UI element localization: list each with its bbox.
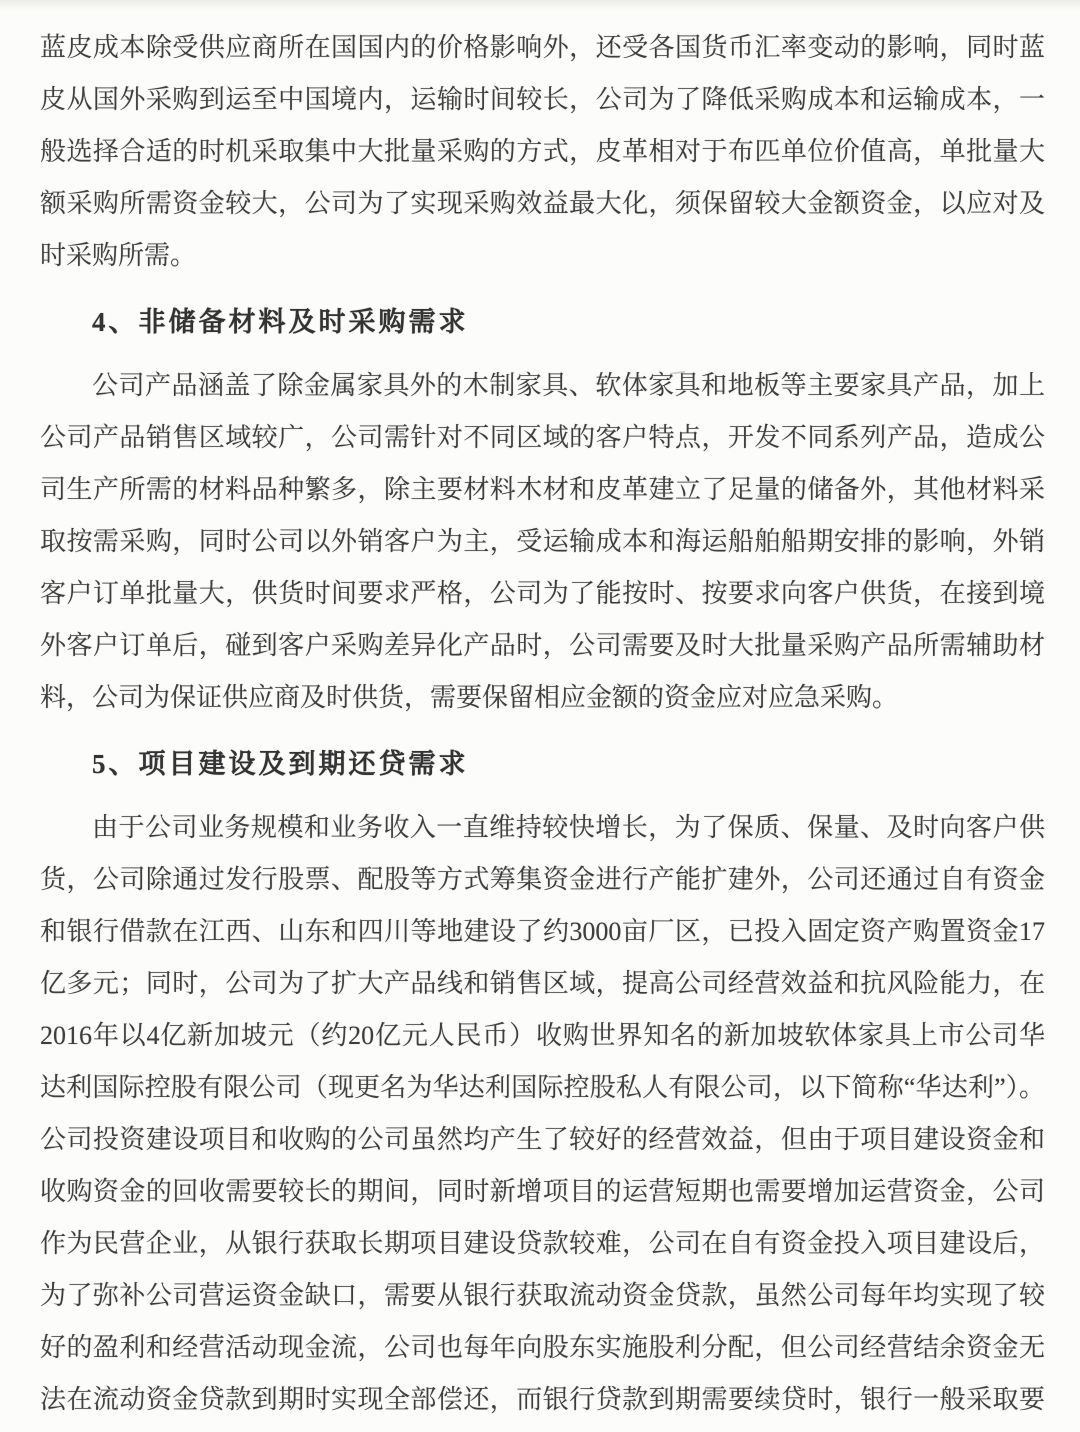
text-line: 由于公司业务规模和业务收入一直维持较快增长，为了保质、保量、及时向客户供 [92, 813, 1045, 842]
text-line: 额采购所需资金较大，公司为了实现采购效益最大化，须保留较大金额资金，以应对及 [40, 189, 1045, 218]
section-heading: 5、项目建设及到期还贷需求 [92, 749, 469, 779]
section-heading: 4、非储备材料及时采购需求 [92, 307, 469, 337]
text-line: 达利国际控股有限公司（现更名为华达利国际控股私人有限公司，以下简称“华达利”）。 [40, 1073, 1045, 1102]
text-line: 司生产所需的材料品种繁多，除主要材料木材和皮革建立了足量的储备外，其他材料采 [40, 475, 1045, 504]
document-body [40, 22, 1045, 1426]
text-line: 料，公司为保证供应商及时供货，需要保留相应金额的资金应对应急采购。 [40, 683, 899, 712]
text-line: 收购资金的回收需要较长的期间，同时新增项目的运营短期也需要增加运营资金，公司 [40, 1177, 1045, 1206]
text-line: 时采购所需。 [40, 241, 197, 270]
text-line: 取按需采购，同时公司以外销客户为主，受运输成本和海运船舶船期安排的影响，外销 [40, 527, 1045, 556]
text-line: 亿多元；同时，公司为了扩大产品线和销售区域，提高公司经营效益和抗风险能力，在 [40, 969, 1045, 998]
text-line: 好的盈利和经营活动现金流，公司也每年向股东实施股利分配，但公司经营结余资金无 [40, 1333, 1045, 1362]
text-line: 般选择合适的时机采取集中大批量采购的方式，皮革相对于布匹单位价值高，单批量大 [40, 137, 1045, 166]
text-line: 客户订单批量大，供货时间要求严格，公司为了能按时、按要求向客户供货，在接到境 [40, 579, 1045, 608]
text-line: 货，公司除通过发行股票、配股等方式筹集资金进行产能扩建外，公司还通过自有资金 [40, 865, 1045, 894]
text-line: 为了弥补公司营运资金缺口，需要从银行获取流动资金贷款，虽然公司每年均实现了较 [40, 1281, 1045, 1310]
text-line: 公司投资建设项目和收购的公司虽然均产生了较好的经营效益，但由于项目建设资金和 [40, 1125, 1045, 1154]
text-line: 法在流动资金贷款到期时实现全部偿还，而银行贷款到期需要续贷时，银行一般采取要 [40, 1385, 1045, 1414]
text-line: 公司产品销售区域较广，公司需针对不同区域的客户特点，开发不同系列产品，造成公 [40, 423, 1045, 452]
text-line: 蓝皮成本除受供应商所在国国内的价格影响外，还受各国货币汇率变动的影响，同时蓝 [40, 33, 1045, 62]
text-line: 和银行借款在江西、山东和四川等地建设了约3000亩厂区，已投入固定资产购置资金17 [40, 917, 1045, 946]
text-line: 公司产品涵盖了除金属家具外的木制家具、软体家具和地板等主要家具产品，加上 [92, 371, 1045, 400]
text-line: 2016年以4亿新加坡元（约20亿元人民币）收购世界知名的新加坡软体家具上市公司华 [40, 1021, 1045, 1050]
text-line: 皮从国外采购到运至中国境内，运输时间较长，公司为了降低采购成本和运输成本，一 [40, 85, 1045, 114]
text-line: 外客户订单后，碰到客户采购差异化产品时，公司需要及时大批量采购产品所需辅助材 [40, 631, 1045, 660]
text-line: 作为民营企业，从银行获取长期项目建设贷款较难，公司在自有资金投入项目建设后， [40, 1229, 1045, 1258]
